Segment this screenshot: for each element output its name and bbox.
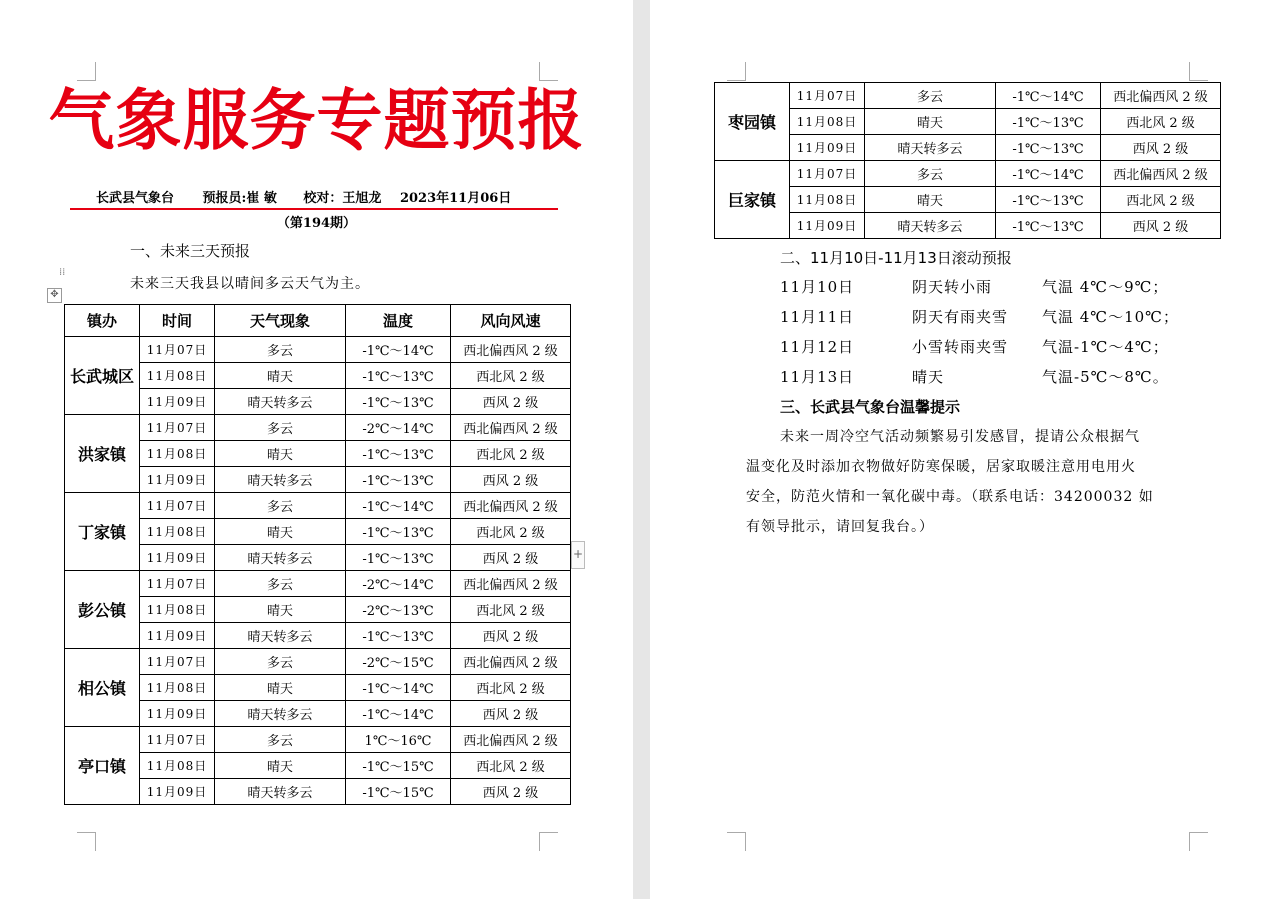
date-cell: 11月09日 [140, 623, 215, 649]
temperature-cell: -1℃～13℃ [996, 213, 1101, 239]
table-row [65, 623, 571, 649]
wind-cell: 西北偏西风 2 级 [1101, 161, 1221, 187]
date-cell: 11月08日 [140, 363, 215, 389]
temperature-cell: -1℃～13℃ [346, 467, 451, 493]
rolling-weather: 阴天转小雨 [912, 278, 993, 296]
section3-heading: 三、长武县气象台温馨提示 [780, 398, 961, 416]
weather-cell: 晴天转多云 [215, 623, 346, 649]
weather-cell: 多云 [215, 493, 346, 519]
wind-cell: 西风 2 级 [451, 623, 571, 649]
date-cell: 11月09日 [790, 213, 865, 239]
weather-cell: 晴天 [215, 753, 346, 779]
town-name-cell: 丁家镇 [65, 493, 140, 571]
temperature-cell: -1℃～13℃ [996, 135, 1101, 161]
table-row [715, 83, 1221, 109]
header-wind: 风向风速 [451, 305, 571, 337]
temperature-cell: -1℃～13℃ [346, 519, 451, 545]
date-cell: 11月09日 [790, 135, 865, 161]
wind-cell: 西北偏西风 2 级 [1101, 83, 1221, 109]
rolling-date: 11月12日 [780, 338, 855, 356]
rolling-weather: 小雪转雨夹雪 [912, 338, 1009, 356]
temperature-cell: -2℃～13℃ [346, 597, 451, 623]
table-row [715, 187, 1221, 213]
weather-cell: 晴天 [215, 363, 346, 389]
issue-number: （第194期） [276, 216, 357, 231]
rolling-temp: 气温-1℃～4℃； [1042, 338, 1169, 356]
tip-line: 温变化及时添加衣物做好防寒保暖，居家取暖注意用电用火 [746, 459, 1136, 475]
temperature-cell: -1℃～14℃ [346, 493, 451, 519]
issue-date: 2023年11月06日 [399, 191, 512, 206]
date-cell: 11月08日 [140, 753, 215, 779]
document-page-2 [650, 0, 1283, 899]
temperature-cell: -1℃～14℃ [346, 701, 451, 727]
table-row [715, 109, 1221, 135]
wind-cell: 西风 2 级 [451, 467, 571, 493]
wind-cell: 西风 2 级 [1101, 135, 1221, 161]
table-row [65, 753, 571, 779]
date-cell: 11月08日 [790, 187, 865, 213]
town-name-cell: 亭口镇 [65, 727, 140, 805]
table-row [65, 493, 571, 519]
weather-cell: 多云 [215, 571, 346, 597]
temperature-cell: -1℃～13℃ [996, 109, 1101, 135]
temperature-cell: -1℃～14℃ [996, 161, 1101, 187]
weather-cell: 晴天 [215, 519, 346, 545]
forecast-table-page1 [64, 304, 571, 805]
wind-cell: 西北偏西风 2 级 [451, 415, 571, 441]
weather-cell: 多云 [215, 649, 346, 675]
document-title: 气象服务专题预报 [48, 82, 585, 159]
table-row [65, 571, 571, 597]
table-move-icon[interactable]: ✥ [47, 288, 62, 303]
temperature-cell: -1℃～13℃ [996, 187, 1101, 213]
table-row [65, 649, 571, 675]
issuer-org: 长武县气象台 [96, 191, 175, 206]
crop-mark [539, 832, 558, 851]
header-date: 时间 [140, 305, 215, 337]
header-weather: 天气现象 [215, 305, 346, 337]
weather-cell: 晴天 [215, 597, 346, 623]
wind-cell: 西北风 2 级 [1101, 187, 1221, 213]
wind-cell: 西北偏西风 2 级 [451, 337, 571, 363]
rolling-temp: 气温 4℃～9℃； [1042, 278, 1169, 296]
temperature-cell: -1℃～15℃ [346, 753, 451, 779]
temperature-cell: -1℃～14℃ [996, 83, 1101, 109]
rolling-date: 11月11日 [780, 308, 855, 326]
weather-cell: 晴天 [865, 187, 996, 213]
reviewer-name: 校对：王旭龙 [303, 191, 382, 206]
wind-cell: 西北偏西风 2 级 [451, 493, 571, 519]
temperature-cell: -2℃～15℃ [346, 649, 451, 675]
weather-cell: 晴天 [215, 441, 346, 467]
date-cell: 11月07日 [140, 415, 215, 441]
town-name-cell: 长武城区 [65, 337, 140, 415]
wind-cell: 西风 2 级 [451, 389, 571, 415]
section1-heading: 一、未来三天预报 [130, 242, 251, 260]
document-page-1 [0, 0, 633, 899]
weather-cell: 晴天转多云 [865, 135, 996, 161]
wind-cell: 西风 2 级 [451, 779, 571, 805]
town-name-cell: 彭公镇 [65, 571, 140, 649]
wind-cell: 西北偏西风 2 级 [451, 649, 571, 675]
rolling-date: 11月13日 [780, 368, 855, 386]
date-cell: 11月09日 [140, 779, 215, 805]
table-row [65, 545, 571, 571]
date-cell: 11月09日 [140, 545, 215, 571]
table-row [65, 779, 571, 805]
weather-cell: 多云 [215, 415, 346, 441]
temperature-cell: -1℃～14℃ [346, 675, 451, 701]
date-cell: 11月07日 [790, 83, 865, 109]
temperature-cell: -1℃～13℃ [346, 623, 451, 649]
wind-cell: 西风 2 级 [451, 701, 571, 727]
rolling-date: 11月10日 [780, 278, 855, 296]
date-cell: 11月08日 [790, 109, 865, 135]
header-town: 镇办 [65, 305, 140, 337]
tip-line: 安全，防范火情和一氧化碳中毒。（联系电话：34200032 如 [746, 489, 1154, 505]
wind-cell: 西北偏西风 2 级 [451, 571, 571, 597]
date-cell: 11月07日 [140, 649, 215, 675]
town-name-cell: 相公镇 [65, 649, 140, 727]
crop-mark [1189, 62, 1208, 81]
table-row [65, 675, 571, 701]
add-column-button[interactable]: + [571, 541, 585, 569]
section2-heading: 二、11月10日-11月13日滚动预报 [780, 249, 1012, 267]
table-row [65, 727, 571, 753]
tip-line: 未来一周冷空气活动频繁易引发感冒，提请公众根据气 [780, 429, 1140, 445]
issuer-info [70, 190, 558, 208]
table-header-row [65, 305, 571, 337]
table-row [65, 597, 571, 623]
table-row [715, 213, 1221, 239]
date-cell: 11月07日 [140, 727, 215, 753]
weather-cell: 晴天 [865, 109, 996, 135]
date-cell: 11月08日 [140, 597, 215, 623]
wind-cell: 西北风 2 级 [451, 519, 571, 545]
weather-cell: 多云 [865, 161, 996, 187]
section1-summary: 未来三天我县以晴间多云天气为主。 [130, 276, 370, 292]
wind-cell: 西北风 2 级 [451, 441, 571, 467]
weather-cell: 多云 [215, 727, 346, 753]
wind-cell: 西北风 2 级 [451, 597, 571, 623]
forecaster-name: 预报员:崔 敏 [202, 191, 277, 206]
temperature-cell: -1℃～13℃ [346, 545, 451, 571]
weather-cell: 晴天转多云 [215, 467, 346, 493]
temperature-cell: -2℃～14℃ [346, 571, 451, 597]
temperature-cell: -2℃～14℃ [346, 415, 451, 441]
forecast-table-page2 [714, 82, 1221, 239]
town-name-cell: 巨家镇 [715, 161, 790, 239]
table-row [65, 363, 571, 389]
wind-cell: 西北风 2 级 [451, 675, 571, 701]
weather-cell: 多云 [215, 337, 346, 363]
crop-mark [727, 832, 746, 851]
weather-cell: 多云 [865, 83, 996, 109]
table-row [65, 519, 571, 545]
drag-dots-icon[interactable]: ⁞⁞ [59, 267, 66, 278]
temperature-cell: -1℃～15℃ [346, 779, 451, 805]
weather-cell: 晴天转多云 [215, 779, 346, 805]
rolling-temp: 气温 4℃～10℃； [1042, 308, 1179, 326]
wind-cell: 西北风 2 级 [1101, 109, 1221, 135]
date-cell: 11月08日 [140, 675, 215, 701]
temperature-cell: -1℃～13℃ [346, 441, 451, 467]
crop-mark [727, 62, 746, 81]
date-cell: 11月09日 [140, 389, 215, 415]
wind-cell: 西风 2 级 [1101, 213, 1221, 239]
wind-cell: 西北风 2 级 [451, 753, 571, 779]
rolling-weather: 晴天 [912, 368, 945, 386]
wind-cell: 西风 2 级 [451, 545, 571, 571]
weather-cell: 晴天 [215, 675, 346, 701]
date-cell: 11月09日 [140, 467, 215, 493]
red-divider [70, 208, 558, 210]
crop-mark [1189, 832, 1208, 851]
table-row [715, 135, 1221, 161]
wind-cell: 西北偏西风 2 级 [451, 727, 571, 753]
wind-cell: 西北风 2 级 [451, 363, 571, 389]
weather-cell: 晴天转多云 [215, 545, 346, 571]
table-row [65, 389, 571, 415]
tip-line: 有领导批示，请回复我台。） [746, 519, 934, 535]
table-row [65, 337, 571, 363]
date-cell: 11月07日 [140, 337, 215, 363]
date-cell: 11月08日 [140, 441, 215, 467]
date-cell: 11月07日 [140, 493, 215, 519]
date-cell: 11月08日 [140, 519, 215, 545]
weather-cell: 晴天转多云 [215, 701, 346, 727]
rolling-weather: 阴天有雨夹雪 [912, 308, 1009, 326]
table-row [715, 161, 1221, 187]
table-row [65, 441, 571, 467]
temperature-cell: -1℃～13℃ [346, 363, 451, 389]
table-row [65, 415, 571, 441]
date-cell: 11月07日 [140, 571, 215, 597]
rolling-temp: 气温-5℃～8℃。 [1042, 368, 1169, 386]
temperature-cell: -1℃～14℃ [346, 337, 451, 363]
table-row [65, 701, 571, 727]
date-cell: 11月09日 [140, 701, 215, 727]
header-temperature: 温度 [346, 305, 451, 337]
town-name-cell: 枣园镇 [715, 83, 790, 161]
town-name-cell: 洪家镇 [65, 415, 140, 493]
weather-cell: 晴天转多云 [215, 389, 346, 415]
temperature-cell: -1℃～13℃ [346, 389, 451, 415]
crop-mark [77, 832, 96, 851]
table-row [65, 467, 571, 493]
weather-cell: 晴天转多云 [865, 213, 996, 239]
date-cell: 11月07日 [790, 161, 865, 187]
temperature-cell: 1℃～16℃ [346, 727, 451, 753]
